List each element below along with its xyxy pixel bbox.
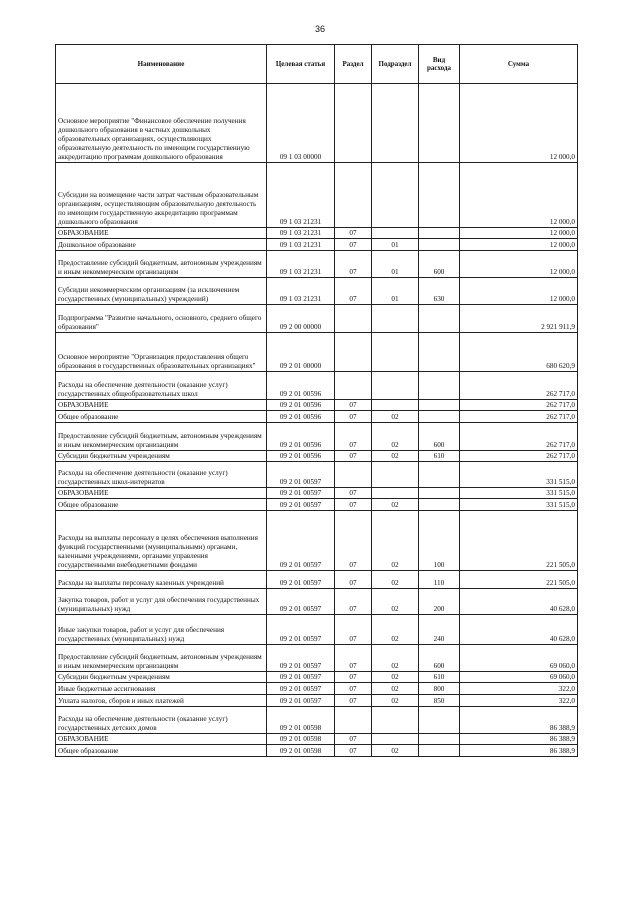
table-row — [56, 228, 578, 239]
row-sum: 331 515,0 — [460, 462, 578, 488]
row-section — [335, 707, 372, 734]
table-row — [56, 278, 578, 305]
row-subsection: 02 — [372, 511, 419, 571]
row-target-article: 09 2 01 00596 — [267, 423, 335, 451]
row-subsection — [372, 305, 419, 333]
row-target-article: 09 1 03 21231 — [267, 251, 335, 278]
column-header-target-article: Целевая статья — [267, 45, 335, 84]
row-subsection: 02 — [372, 645, 419, 672]
row-section: 07 — [335, 672, 372, 683]
row-sum: 69 060,0 — [460, 645, 578, 672]
row-name: Дошкольное образование — [56, 239, 267, 251]
table-row — [56, 571, 578, 589]
table-row — [56, 511, 578, 571]
row-expense-type — [419, 488, 460, 499]
row-name: Подпрограмма "Развитие начального, основного, среднего общего образования" — [56, 305, 267, 333]
row-target-article: 09 2 01 00597 — [267, 672, 335, 683]
table-row — [56, 734, 578, 745]
row-subsection — [372, 372, 419, 400]
row-subsection: 02 — [372, 745, 419, 757]
row-expense-type — [419, 305, 460, 333]
row-target-article: 09 1 03 21231 — [267, 228, 335, 239]
row-expense-type: 800 — [419, 683, 460, 695]
table-row — [56, 615, 578, 645]
row-section — [335, 372, 372, 400]
table-row — [56, 462, 578, 488]
row-expense-type — [419, 499, 460, 511]
row-sum: 12 000,0 — [460, 84, 578, 163]
row-expense-type: 610 — [419, 672, 460, 683]
row-sum: 86 388,9 — [460, 707, 578, 734]
row-target-article: 09 2 01 00597 — [267, 645, 335, 672]
row-target-article: 09 2 01 00596 — [267, 372, 335, 400]
row-subsection: 02 — [372, 589, 419, 615]
row-name: Общее образование — [56, 411, 267, 423]
row-subsection: 02 — [372, 451, 419, 462]
row-target-article: 09 2 01 00597 — [267, 511, 335, 571]
row-sum: 69 060,0 — [460, 672, 578, 683]
row-section: 07 — [335, 400, 372, 411]
row-subsection: 02 — [372, 571, 419, 589]
row-section: 07 — [335, 251, 372, 278]
row-target-article: 09 2 01 00597 — [267, 683, 335, 695]
row-subsection — [372, 734, 419, 745]
row-subsection — [372, 163, 419, 228]
row-target-article: 09 2 01 00598 — [267, 745, 335, 757]
row-name: Предоставление субсидий бюджетным, автономным учреждениям и иным некоммерческим организациям — [56, 645, 267, 672]
row-subsection: 02 — [372, 695, 419, 707]
row-name: Субсидии бюджетным учреждениям — [56, 672, 267, 683]
row-subsection — [372, 84, 419, 163]
table-row — [56, 305, 578, 333]
row-sum: 262 717,0 — [460, 372, 578, 400]
row-target-article: 09 1 03 21231 — [267, 278, 335, 305]
column-header-section: Раздел — [335, 45, 372, 84]
row-name: Расходы на выплаты персоналу в целях обеспечения выполнения функций государственными (муниципальными) органами, казенными учреждениями, органами управления государственными внебюджетными фондами — [56, 511, 267, 571]
column-header-expense-type: Вид расхода — [419, 45, 460, 84]
row-target-article: 09 1 03 21231 — [267, 239, 335, 251]
table-row — [56, 488, 578, 499]
row-name: Субсидии бюджетным учреждениям — [56, 451, 267, 462]
row-name: Общее образование — [56, 499, 267, 511]
row-subsection — [372, 333, 419, 372]
row-sum: 40 628,0 — [460, 589, 578, 615]
row-sum: 331 515,0 — [460, 499, 578, 511]
row-section: 07 — [335, 239, 372, 251]
row-target-article: 09 2 01 00597 — [267, 462, 335, 488]
row-subsection: 02 — [372, 615, 419, 645]
row-subsection — [372, 707, 419, 734]
row-expense-type — [419, 84, 460, 163]
row-expense-type: 600 — [419, 423, 460, 451]
row-expense-type — [419, 228, 460, 239]
table-row — [56, 239, 578, 251]
row-name: Основное мероприятие "Организация предоставления общего образования в государственных образовательных организациях" — [56, 333, 267, 372]
row-name: Общее образование — [56, 745, 267, 757]
row-section: 07 — [335, 511, 372, 571]
row-subsection: 02 — [372, 672, 419, 683]
table-row — [56, 672, 578, 683]
table-row — [56, 745, 578, 757]
table-header-row — [56, 45, 578, 84]
row-name: Расходы на выплаты персоналу казенных учреждений — [56, 571, 267, 589]
row-name: Расходы на обеспечение деятельности (оказание услуг) государственных детских домов — [56, 707, 267, 734]
row-subsection — [372, 228, 419, 239]
row-name: Иные закупки товаров, работ и услуг для обеспечения государственных (муниципальных) нужд — [56, 615, 267, 645]
table-row — [56, 84, 578, 163]
row-section: 07 — [335, 589, 372, 615]
row-sum: 262 717,0 — [460, 400, 578, 411]
table-row — [56, 451, 578, 462]
row-target-article: 09 2 00 00000 — [267, 305, 335, 333]
column-header-name: Наименование — [56, 45, 267, 84]
row-sum: 680 620,9 — [460, 333, 578, 372]
row-subsection: 01 — [372, 251, 419, 278]
row-name: Иные бюджетные ассигнования — [56, 683, 267, 695]
row-expense-type: 240 — [419, 615, 460, 645]
row-expense-type — [419, 707, 460, 734]
row-name: Расходы на обеспечение деятельности (оказание услуг) государственных школ-интернатов — [56, 462, 267, 488]
row-subsection: 01 — [372, 239, 419, 251]
row-expense-type: 600 — [419, 645, 460, 672]
row-name: Закупка товаров, работ и услуг для обеспечения государственных (муниципальных) нужд — [56, 589, 267, 615]
row-sum: 12 000,0 — [460, 228, 578, 239]
row-expense-type: 600 — [419, 251, 460, 278]
row-section — [335, 84, 372, 163]
table-row — [56, 333, 578, 372]
row-target-article: 09 2 01 00598 — [267, 707, 335, 734]
row-target-article: 09 2 01 00000 — [267, 333, 335, 372]
row-expense-type — [419, 411, 460, 423]
table-row — [56, 707, 578, 734]
row-target-article: 09 2 01 00597 — [267, 571, 335, 589]
row-section — [335, 462, 372, 488]
row-target-article: 09 2 01 00597 — [267, 615, 335, 645]
row-sum: 262 717,0 — [460, 423, 578, 451]
row-expense-type — [419, 372, 460, 400]
row-section — [335, 333, 372, 372]
row-expense-type — [419, 239, 460, 251]
row-sum: 221 505,0 — [460, 511, 578, 571]
row-sum: 12 000,0 — [460, 278, 578, 305]
row-name: ОБРАЗОВАНИЕ — [56, 228, 267, 239]
row-name: ОБРАЗОВАНИЕ — [56, 734, 267, 745]
row-target-article: 09 2 01 00597 — [267, 695, 335, 707]
row-name: Предоставление субсидий бюджетным, автономным учреждениям и иным некоммерческим организациям — [56, 251, 267, 278]
row-sum: 221 505,0 — [460, 571, 578, 589]
row-subsection — [372, 488, 419, 499]
table-row — [56, 589, 578, 615]
row-expense-type: 850 — [419, 695, 460, 707]
row-section: 07 — [335, 615, 372, 645]
row-name: Субсидии на возмещение части затрат частным образовательным организациям, осуществляющим образовательную деятельность по имеющим государственную аккредитацию программам дошкольного образования — [56, 163, 267, 228]
row-sum: 12 000,0 — [460, 163, 578, 228]
table-row — [56, 423, 578, 451]
row-expense-type: 610 — [419, 451, 460, 462]
row-expense-type — [419, 333, 460, 372]
row-section: 07 — [335, 278, 372, 305]
row-name: ОБРАЗОВАНИЕ — [56, 400, 267, 411]
row-expense-type — [419, 745, 460, 757]
row-section: 07 — [335, 571, 372, 589]
row-section: 07 — [335, 411, 372, 423]
row-name: ОБРАЗОВАНИЕ — [56, 488, 267, 499]
row-target-article: 09 2 01 00598 — [267, 734, 335, 745]
row-name: Расходы на обеспечение деятельности (оказание услуг) государственных общеобразовательных школ — [56, 372, 267, 400]
row-sum: 322,0 — [460, 695, 578, 707]
row-section: 07 — [335, 695, 372, 707]
row-subsection: 02 — [372, 423, 419, 451]
row-expense-type — [419, 163, 460, 228]
row-section: 07 — [335, 488, 372, 499]
row-section — [335, 305, 372, 333]
row-name: Уплата налогов, сборов и иных платежей — [56, 695, 267, 707]
row-expense-type: 110 — [419, 571, 460, 589]
row-subsection: 02 — [372, 683, 419, 695]
row-subsection: 02 — [372, 499, 419, 511]
column-header-sum: Сумма — [460, 45, 578, 84]
row-section: 07 — [335, 423, 372, 451]
table-row — [56, 411, 578, 423]
row-subsection — [372, 400, 419, 411]
row-sum: 86 388,9 — [460, 745, 578, 757]
row-sum: 12 000,0 — [460, 239, 578, 251]
row-sum: 86 388,9 — [460, 734, 578, 745]
row-section: 07 — [335, 499, 372, 511]
row-section: 07 — [335, 683, 372, 695]
row-subsection — [372, 462, 419, 488]
row-subsection: 01 — [372, 278, 419, 305]
row-target-article: 09 2 01 00596 — [267, 400, 335, 411]
row-sum: 40 628,0 — [460, 615, 578, 645]
table-row — [56, 499, 578, 511]
row-section: 07 — [335, 228, 372, 239]
row-target-article: 09 2 01 00597 — [267, 589, 335, 615]
row-name: Субсидии некоммерческим организациям (за исключением государственных (муниципальных) учреждений) — [56, 278, 267, 305]
row-subsection: 02 — [372, 411, 419, 423]
table-row — [56, 400, 578, 411]
row-target-article: 09 2 01 00596 — [267, 451, 335, 462]
budget-table — [55, 44, 578, 757]
row-sum: 2 921 911,9 — [460, 305, 578, 333]
row-target-article: 09 1 03 00000 — [267, 84, 335, 163]
row-target-article: 09 2 01 00596 — [267, 411, 335, 423]
row-sum: 262 717,0 — [460, 411, 578, 423]
row-section: 07 — [335, 451, 372, 462]
table-row — [56, 372, 578, 400]
row-sum: 331 515,0 — [460, 488, 578, 499]
row-expense-type — [419, 462, 460, 488]
row-name: Предоставление субсидий бюджетным, автономным учреждениям и иным некоммерческим организациям — [56, 423, 267, 451]
table-row — [56, 251, 578, 278]
column-header-subsection: Подраздел — [372, 45, 419, 84]
table-row — [56, 163, 578, 228]
row-expense-type: 200 — [419, 589, 460, 615]
row-expense-type — [419, 734, 460, 745]
row-expense-type — [419, 400, 460, 411]
row-section: 07 — [335, 645, 372, 672]
table-row — [56, 683, 578, 695]
row-target-article: 09 2 01 00597 — [267, 488, 335, 499]
row-expense-type: 630 — [419, 278, 460, 305]
row-sum: 262 717,0 — [460, 451, 578, 462]
page-number: 36 — [314, 24, 325, 34]
row-target-article: 09 1 03 21231 — [267, 163, 335, 228]
table-row — [56, 695, 578, 707]
row-section: 07 — [335, 745, 372, 757]
row-sum: 322,0 — [460, 683, 578, 695]
row-name: Основное мероприятие "Финансовое обеспечение получения дошкольного образования в частных дошкольных образовательных организациях, осуществляющих образовательную деятельность по имеющим государственную аккредитацию программам дошкольного образования — [56, 84, 267, 163]
table-row — [56, 645, 578, 672]
row-section — [335, 163, 372, 228]
row-sum: 12 000,0 — [460, 251, 578, 278]
row-target-article: 09 2 01 00597 — [267, 499, 335, 511]
row-section: 07 — [335, 734, 372, 745]
row-expense-type: 100 — [419, 511, 460, 571]
